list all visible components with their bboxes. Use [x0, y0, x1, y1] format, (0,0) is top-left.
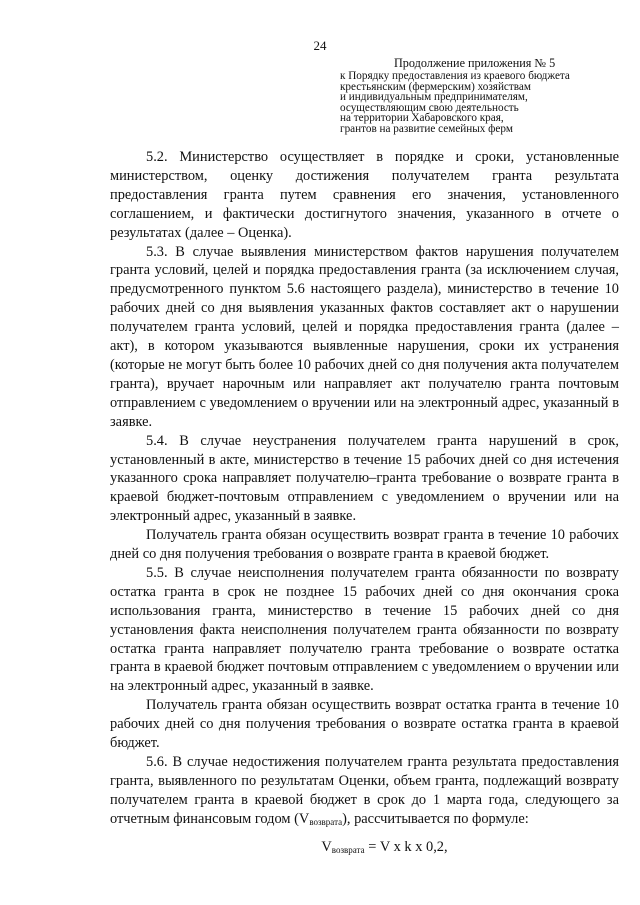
document-body	[110, 148, 619, 860]
appendix-header	[340, 56, 620, 135]
formula-lhs-subscript: возврата	[331, 844, 365, 855]
appendix-line: к Порядку предоставления из краевого бюджета	[340, 70, 570, 82]
return-formula	[110, 838, 619, 860]
appendix-title: Продолжение приложения № 5	[394, 56, 556, 70]
paragraph-5-6-text: 5.6. В случае недостижения получателем гранта результата предоставления гранта, выявленного по результатам Оценки, объем гранта, подлежащий возврату получателем гранта в краевой бюджет в срок до 1 марта года, следующего за отчетным финансовым годом (V	[110, 754, 619, 827]
page-number: 24	[313, 38, 327, 53]
appendix-line: грантов на развитие семейных ферм	[340, 122, 513, 135]
paragraph-5-5: 5.5. В случае неисполнения получателем гранта обязанности по возврату остатка гранта в срок не позднее 15 рабочих дней со дня окончания срока использования гранта, министерство в течение 15 рабочих дней со дня установления факта неисполнения получателем гранта обязанности по возврату остатка гранта направляет получателю гранта требование о возврате остатка гранта в краевой бюджет почтовым отправлением с уведомлением о вручении или на электронный адрес, указанный в заявке.	[110, 564, 619, 695]
paragraph-5-6-tail: ), рассчитывается по формуле:	[342, 810, 529, 827]
paragraph-5-4-obligation: Получатель гранта обязан осуществить возврат гранта в течение 10 рабочих дней со дня получения требования о возврате гранта в краевой бюджет.	[110, 527, 619, 563]
appendix-line: на территории Хабаровского края,	[340, 112, 504, 125]
paragraph-5-2: 5.2. Министерство осуществляет в порядке и сроки, установленные министерством, оценку достижения получателем гранта результата предоставления гранта путем сравнения его значения, установленного соглашением, и фактически достигнутого значения, указанного в отчете о результатах (далее – Оценка).	[110, 149, 619, 241]
paragraph-5-5-obligation: Получатель гранта обязан осуществить возврат остатка гранта в течение 10 рабочих дней со дня получения требования о возврате остатка гранта в краевой бюджет.	[110, 697, 619, 752]
appendix-line: осуществляющим свою деятельность	[340, 101, 519, 114]
paragraph-5-6-subscript: возврата	[309, 816, 343, 827]
paragraph-5-3: 5.3. В случае выявления министерством фактов нарушения получателем гранта условий, целей и порядка предоставления гранта (за исключением случая, предусмотренного пунктом 5.6 настоящего раздела), министерство в течение 10 рабочих дней со дня выявления указанных фактов составляет акт о нарушении получателем гранта условий, целей и порядка предоставления гранта (далее – акт), в котором указываются выявленные нарушения, сроки их устранения (которые не могут быть более 10 рабочих дней со дня получения акта получателем гранта), вручает нарочным или направляет акт получателю гранта почтовым отправлением с уведомлением о вручении или на электронный адрес, указанный в заявке.	[110, 243, 619, 430]
appendix-line: крестьянским (фермерским) хозяйствам	[340, 80, 531, 93]
paragraph-5-4: 5.4. В случае неустранения получателем гранта нарушений в срок, установленный в акте, министерство в течение 15 рабочих дней со дня истечения указанного срока направляет получателю–гранта требование о возврате гранта в краевой бюджет-почтовым отправлением с уведомлением о вручении или на электронный адрес, указанный в заявке.	[110, 432, 619, 525]
paragraph-5-6	[110, 753, 619, 832]
appendix-line: и индивидуальным предпринимателям,	[340, 91, 528, 104]
formula-lhs: V	[321, 838, 332, 855]
formula-rhs: = V x k x 0,2,	[364, 838, 448, 855]
